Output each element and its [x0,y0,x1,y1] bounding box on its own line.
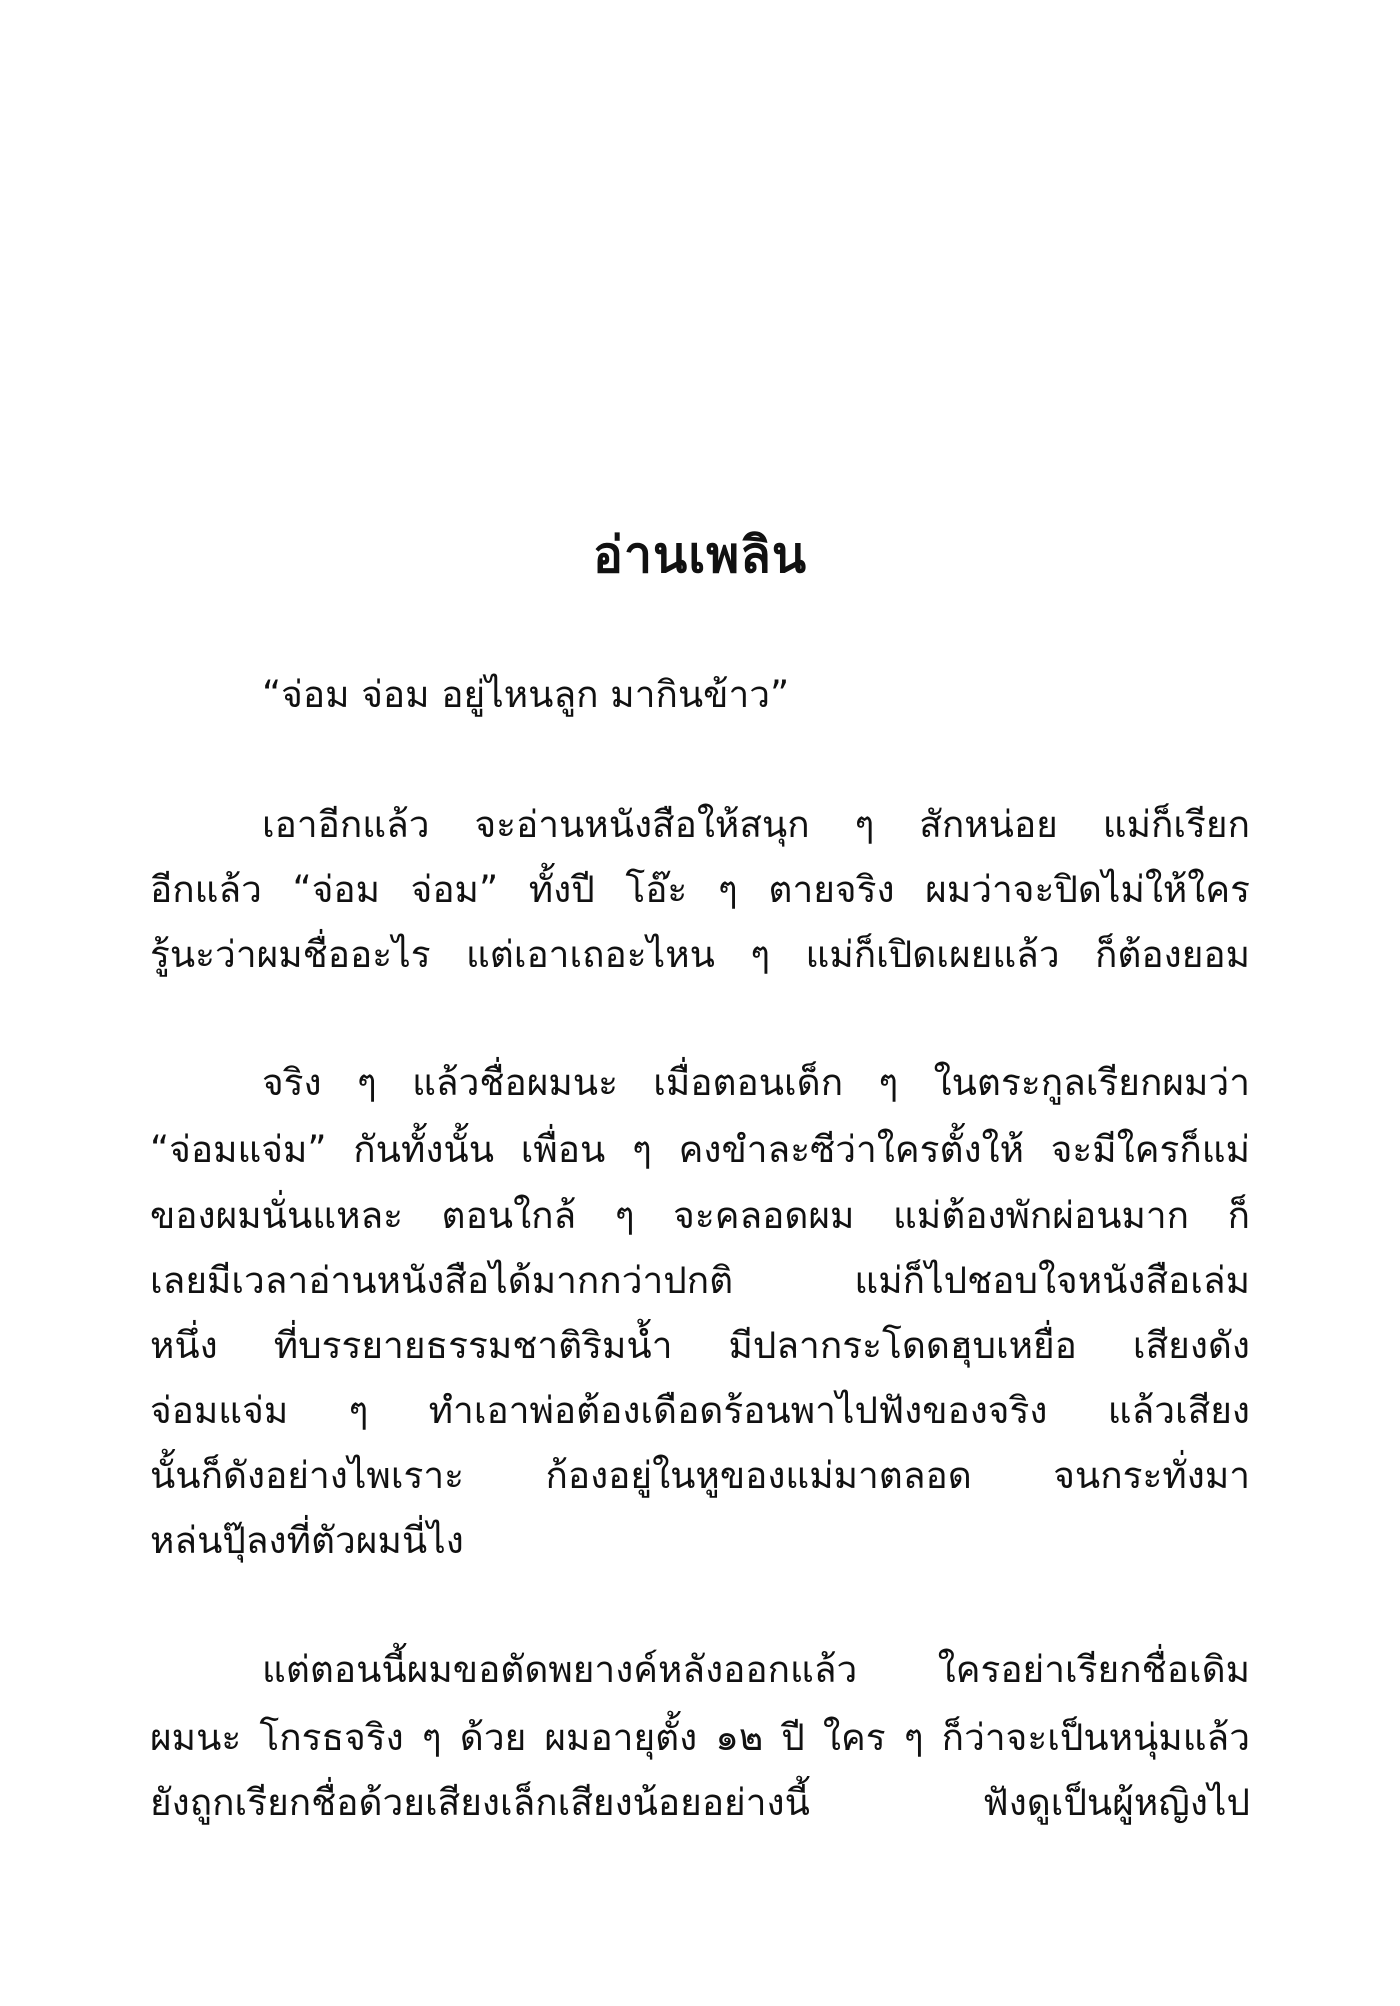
paragraph-3-line-2: “จ่อมแจ่ม” กันทั้งนั้น เพื่อน ๆ คงขำละซีว่าใครตั้งให้ จะมีใครก็แม่ [150,1128,1250,1171]
paragraph-4-line-3: ยังถูกเรียกชื่อด้วยเสียงเล็กเสียงน้อยอย่างนี้ ฟังดูเป็นผู้หญิงไป [150,1781,1250,1824]
paragraph-3-line-5: หนึ่ง ที่บรรยายธรรมชาติริมน้ำ มีปลากระโดดฮุบเหยื่อ เสียงดัง [150,1324,1250,1367]
paragraph-2-line-3: รู้นะว่าผมชื่ออะไร แต่เอาเถอะไหน ๆ แม่ก็เปิดเผยแล้ว ก็ต้องยอม [150,933,1250,976]
paragraph-2-line-2: อีกแล้ว “จ่อม จ่อม” ทั้งปี โอ๊ะ ๆ ตายจริง ผมว่าจะปิดไม่ให้ใคร [150,868,1250,911]
paragraph-3-line-8: หล่นปุ๊ลงที่ตัวผมนี่ไง [150,1519,464,1562]
paragraph-2-line-1: เอาอีกแล้ว จะอ่านหนังสือให้สนุก ๆ สักหน่อย แม่ก็เรียก [262,803,1250,846]
paragraph-3-line-6: จ่อมแจ่ม ๆ ทำเอาพ่อต้องเดือดร้อนพาไปฟังของจริง แล้วเสียง [150,1389,1250,1432]
paragraph-3-line-3: ของผมนั่นแหละ ตอนใกล้ ๆ จะคลอดผม แม่ต้องพักผ่อนมาก ก็ [150,1194,1250,1237]
paragraph-3-line-1: จริง ๆ แล้วชื่อผมนะ เมื่อตอนเด็ก ๆ ในตระกูลเรียกผมว่า [262,1061,1250,1104]
page-title: อ่านเพลิน [592,526,808,584]
paragraph-4-line-2: ผมนะ โกรธจริง ๆ ด้วย ผมอายุตั้ง ๑๒ ปี ใคร ๆ ก็ว่าจะเป็นหนุ่มแล้ว [150,1716,1250,1759]
paragraph-3-line-4: เลยมีเวลาอ่านหนังสือได้มากกว่าปกติ แม่ก็ไปชอบใจหนังสือเล่ม [150,1259,1250,1302]
paragraph-4-line-1: แต่ตอนนี้ผมขอตัดพยางค์หลังออกแล้ว ใครอย่าเรียกชื่อเดิม [262,1648,1250,1691]
paragraph-3-line-7: นั้นก็ดังอย่างไพเราะ ก้องอยู่ในหูของแม่มาตลอด จนกระทั่งมา [150,1454,1250,1497]
paragraph-1-line-1: “จ่อม จ่อม อยู่ไหนลูก มากินข้าว” [262,673,790,716]
